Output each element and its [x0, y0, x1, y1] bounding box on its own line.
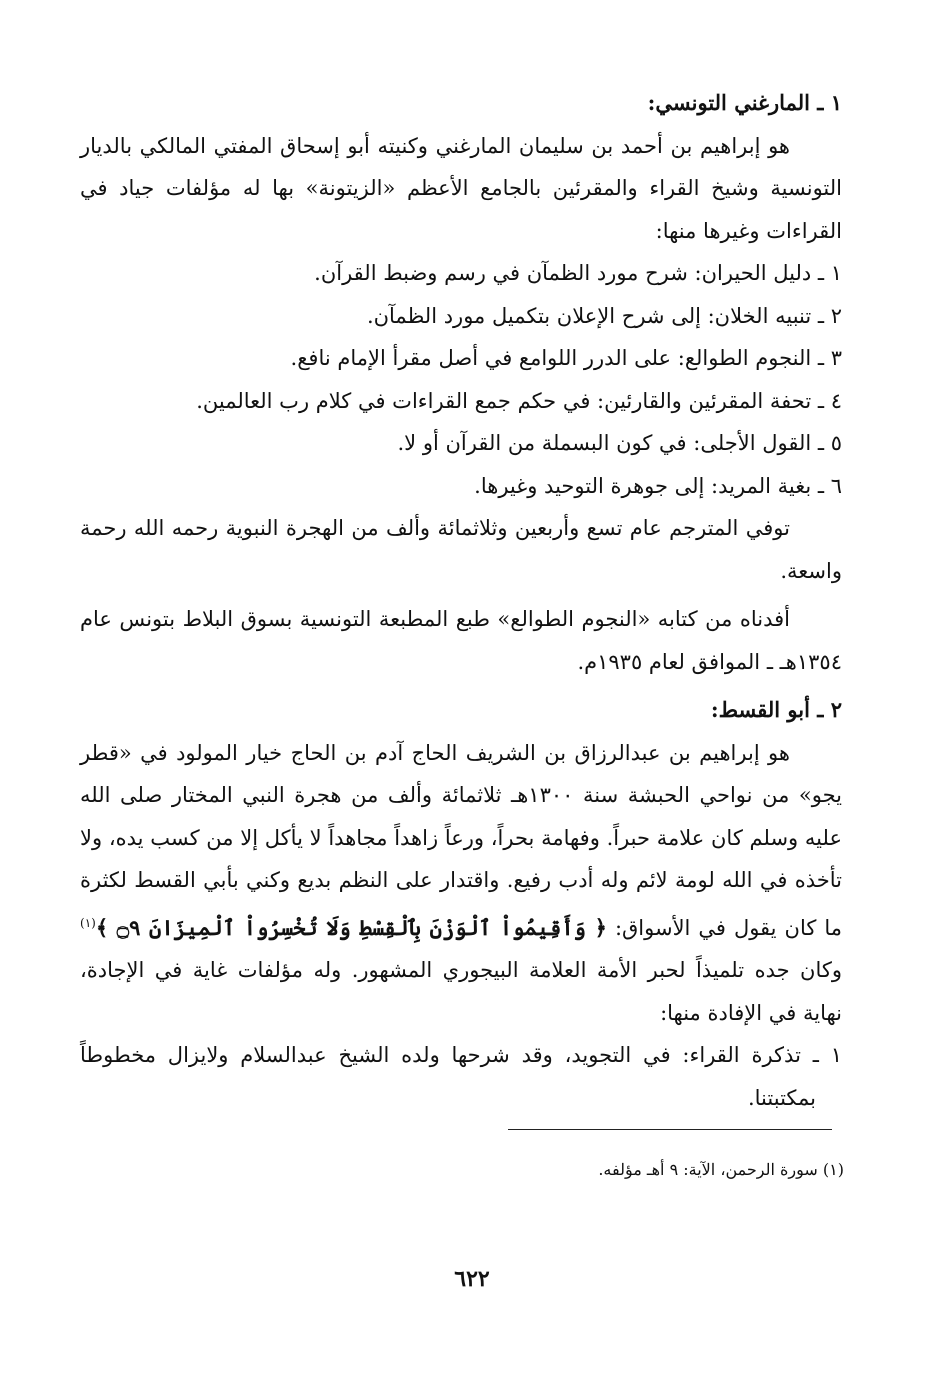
- work-item: ٤ ـ تحفة المقرئين والقارئين: في حكم جمع القراءات في كلام رب العالمين.: [196, 388, 842, 413]
- source-paragraph: أفدناه من كتابه «النجوم الطوالع» طبع المطبعة التونسية بسوق البلاط بتونس عام ١٣٥٤هـ ـ الموافق لعام ١٩٣٥م.: [80, 607, 842, 674]
- footnote-marker: (١): [80, 915, 96, 930]
- work-item: ٥ ـ القول الأجلى: في كون البسملة من القرآن أو لا.: [397, 431, 842, 455]
- work-item: ١ ـ تذكرة القراء: في التجويد، وقد شرحها ولده الشيخ عبدالسلام ولايزال مخطوطاً بمكتبتنا.: [80, 1043, 842, 1110]
- work-item: ٦ ـ بغية المريد: إلى جوهرة التوحيد وغيرها.: [474, 473, 842, 498]
- footnote-divider: [508, 1129, 832, 1130]
- biography-paragraph: [80, 732, 842, 1035]
- section-heading-abu-alqist: ٢ ـ أبو القسط:: [710, 697, 842, 722]
- biography-text: هو إبراهيم بن عبدالرزاق بن الشريف الحاج آدم بن الحاج خيار المولود في «قطر يجو» من نواحي الحبشة سنة ١٣٠٠هـ ثلاثمائة وألف من هجرة النبي المختار صلى الله عليه وسلم كان علامة حبراً. وفهامة بحراً، ورعاً زاهداً مجاهداً لا يأكل إلا من كسب يده، ولا تأخذه في الله لومة لائم وله أدب رفيع. واقتدار على النظم بديع وكني بأبي القسط لكثرة ما كان يقول في الأسواق:: [80, 740, 843, 940]
- work-item: ١ ـ دليل الحيران: شرح مورد الظمآن في رسم وضبط القرآن.: [314, 261, 842, 285]
- biography-paragraph: هو إبراهيم بن أحمد بن سليمان المارغني وكنيته أبو إسحاق المفتي المالكي بالديار التونسية وشيخ القراء والمقرئين بالجامع الأعظم «الزيتونة» بها له مؤلفات جياد في القراءات وغيرها منها:: [80, 133, 842, 243]
- page-body: [80, 82, 842, 1119]
- quran-verse: ﴿ وَأَقِيمُواْ ٱلْوَزْنَ بِٱلْقِسْطِ وَلَا تُخْسِرُواْ ٱلْمِيزَانَ ۝٩ ﴾: [95, 914, 607, 940]
- section-heading-margani: ١ ـ المارغني التونسي:: [647, 90, 842, 115]
- work-item: ٣ ـ النجوم الطوالع: على الدرر اللوامع في أصل مقرأ الإمام نافع.: [290, 346, 842, 370]
- page-number: ٦٢٢: [454, 1266, 490, 1292]
- work-item: ٢ ـ تنبيه الخلان: إلى شرح الإعلان بتكميل مورد الظمآن.: [366, 303, 842, 328]
- biography-text: وكان جده تلميذاً لحبر الأمة العلامة البيجوري المشهور. وله مؤلفات غاية في الإجادة، نهاية في الإفادة منها:: [80, 958, 842, 1025]
- footnote: (١) سورة الرحمن، الآية: ٩ أهـ مؤلفه.: [598, 1160, 844, 1179]
- death-paragraph: توفي المترجم عام تسع وأربعين وثلاثمائة وألف من الهجرة النبوية رحمه الله رحمة واسعة.: [80, 516, 842, 583]
